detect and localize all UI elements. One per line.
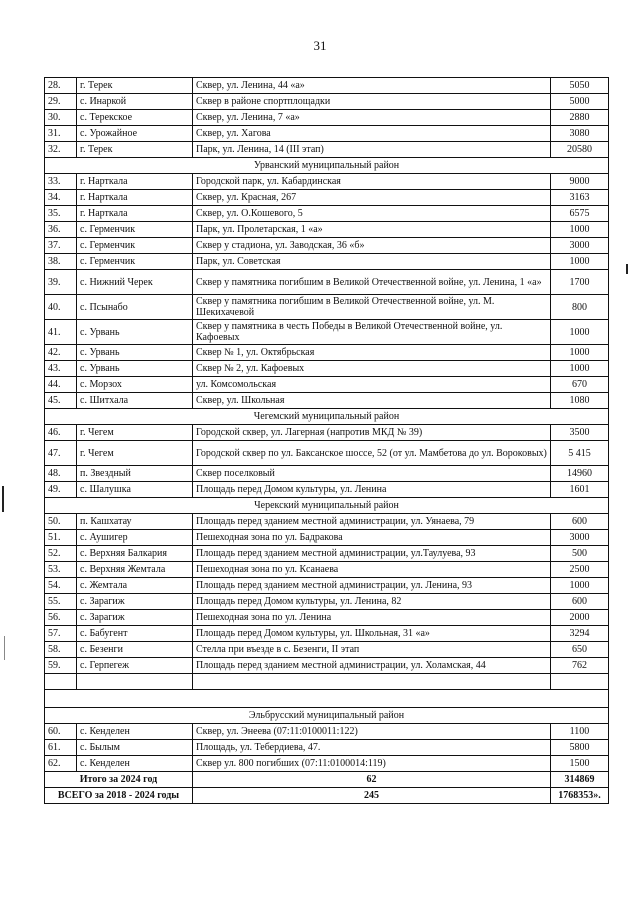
area-value-cell: 2500 [551, 562, 609, 578]
object-description-cell: Сквер у памятника погибшим в Великой Отечественной войне, ул. М. Шекихачевой [193, 295, 551, 320]
settlement-cell: с. Морзох [77, 377, 193, 393]
row-number: 61. [45, 740, 77, 756]
row-number: 48. [45, 466, 77, 482]
row-number: 33. [45, 174, 77, 190]
settlement-cell: п. Кашхатау [77, 514, 193, 530]
area-value-cell: 5800 [551, 740, 609, 756]
object-description-cell: Сквер ул. 800 погибших (07:11:0100014:119) [193, 756, 551, 772]
total-row [45, 788, 609, 804]
row-number: 53. [45, 562, 77, 578]
page-number: 31 [313, 38, 327, 53]
settlement-cell: с. Урожайное [77, 126, 193, 142]
object-description-cell: Сквер, ул. Энеева (07:11:0100011:122) [193, 724, 551, 740]
margin-mark [2, 486, 4, 512]
row-number: 41. [45, 320, 77, 345]
area-value-cell: 1000 [551, 361, 609, 377]
area-value-cell: 1100 [551, 724, 609, 740]
parks-table-body [45, 78, 609, 804]
row-number: 47. [45, 441, 77, 466]
settlement-cell: с. Зарагиж [77, 610, 193, 626]
table-row [45, 425, 609, 441]
row-number: 46. [45, 425, 77, 441]
settlement-cell: с. Шитхала [77, 393, 193, 409]
table-row [45, 514, 609, 530]
row-number: 49. [45, 482, 77, 498]
district-name: Эльбрусский муниципальный район [45, 708, 609, 724]
area-value-cell: 5 415 [551, 441, 609, 466]
settlement-cell: с. Верхняя Жемтала [77, 562, 193, 578]
district-section-row [45, 708, 609, 724]
table-row [45, 724, 609, 740]
object-description-cell: Парк, ул. Пролетарская, 1 «а» [193, 222, 551, 238]
settlement-cell: с. Терекское [77, 110, 193, 126]
settlement-cell: с. Шалушка [77, 482, 193, 498]
table-row [45, 626, 609, 642]
total-label: ВСЕГО за 2018 - 2024 годы [45, 788, 193, 804]
total-label: Итого за 2024 год [45, 772, 193, 788]
area-value-cell: 600 [551, 594, 609, 610]
table-row [45, 377, 609, 393]
object-description-cell: Сквер, ул. О.Кошевого, 5 [193, 206, 551, 222]
table-row [45, 345, 609, 361]
object-description-cell: Сквер № 1, ул. Октябрьская [193, 345, 551, 361]
settlement-cell: с. Псынабо [77, 295, 193, 320]
area-value-cell: 650 [551, 642, 609, 658]
settlement-cell: с. Герменчик [77, 254, 193, 270]
row-number: 52. [45, 546, 77, 562]
area-value-cell: 1000 [551, 222, 609, 238]
parks-table [44, 77, 609, 804]
table-row [45, 320, 609, 345]
settlement-cell: с. Урвань [77, 320, 193, 345]
object-description-cell: Сквер, ул. Школьная [193, 393, 551, 409]
table-row [45, 110, 609, 126]
settlement-cell: с. Герменчик [77, 238, 193, 254]
object-description-cell: Городской сквер по ул. Баксанское шоссе, 52 (от ул. Мамбетова до ул. Вороковых) [193, 441, 551, 466]
total-value: 1768353». [551, 788, 609, 804]
settlement-cell: с. Былым [77, 740, 193, 756]
margin-mark [4, 636, 5, 660]
area-value-cell: 6575 [551, 206, 609, 222]
district-section-row [45, 498, 609, 514]
table-row [45, 174, 609, 190]
settlement-cell: г. Нарткала [77, 174, 193, 190]
area-value-cell: 1601 [551, 482, 609, 498]
object-description-cell: Площадь, ул. Тебердиева, 47. [193, 740, 551, 756]
row-number: 36. [45, 222, 77, 238]
district-name: Черекский муниципальный район [45, 498, 609, 514]
row-number: 43. [45, 361, 77, 377]
settlement-cell: с. Безенги [77, 642, 193, 658]
district-section-row [45, 158, 609, 174]
object-description-cell: Парк, ул. Советская [193, 254, 551, 270]
empty-cell [45, 674, 77, 690]
settlement-cell: с. Верхняя Балкария [77, 546, 193, 562]
area-value-cell: 3500 [551, 425, 609, 441]
row-number: 40. [45, 295, 77, 320]
district-name: Чегемский муниципальный район [45, 409, 609, 425]
object-description-cell: Городской парк, ул. Кабардинская [193, 174, 551, 190]
object-description-cell: ул. Комсомольская [193, 377, 551, 393]
table-row [45, 361, 609, 377]
settlement-cell: с. Инаркой [77, 94, 193, 110]
area-value-cell: 1500 [551, 756, 609, 772]
area-value-cell: 1000 [551, 320, 609, 345]
object-description-cell: Сквер, ул. Ленина, 7 «а» [193, 110, 551, 126]
row-number: 45. [45, 393, 77, 409]
empty-cell [45, 690, 609, 708]
object-description-cell: Площадь перед зданием местной администрации, ул. Ленина, 93 [193, 578, 551, 594]
row-number: 29. [45, 94, 77, 110]
area-value-cell: 14960 [551, 466, 609, 482]
area-value-cell: 1000 [551, 345, 609, 361]
empty-row [45, 690, 609, 708]
settlement-cell: с. Кенделен [77, 756, 193, 772]
settlement-cell: с. Кенделен [77, 724, 193, 740]
object-description-cell: Сквер, ул. Ленина, 44 «а» [193, 78, 551, 94]
row-number: 51. [45, 530, 77, 546]
table-row [45, 295, 609, 320]
table-row [45, 530, 609, 546]
table-row [45, 546, 609, 562]
total-row [45, 772, 609, 788]
area-value-cell: 1000 [551, 254, 609, 270]
table-row [45, 393, 609, 409]
empty-cell [77, 674, 193, 690]
area-value-cell: 3294 [551, 626, 609, 642]
area-value-cell: 800 [551, 295, 609, 320]
settlement-cell: с. Урвань [77, 345, 193, 361]
area-value-cell: 1000 [551, 578, 609, 594]
row-number: 58. [45, 642, 77, 658]
row-number: 50. [45, 514, 77, 530]
settlement-cell: с. Герпегеж [77, 658, 193, 674]
row-number: 39. [45, 270, 77, 295]
empty-cell [551, 674, 609, 690]
table-row [45, 238, 609, 254]
object-description-cell: Площадь перед зданием местной администрации, ул.Таулуева, 93 [193, 546, 551, 562]
table-row [45, 78, 609, 94]
object-description-cell: Площадь перед Домом культуры, ул. Школьная, 31 «а» [193, 626, 551, 642]
row-number: 34. [45, 190, 77, 206]
row-number: 37. [45, 238, 77, 254]
settlement-cell: г. Чегем [77, 425, 193, 441]
settlement-cell: г. Нарткала [77, 190, 193, 206]
table-row [45, 562, 609, 578]
area-value-cell: 600 [551, 514, 609, 530]
object-description-cell: Сквер в районе спортплощадки [193, 94, 551, 110]
area-value-cell: 2000 [551, 610, 609, 626]
settlement-cell: с. Жемтала [77, 578, 193, 594]
table-row [45, 94, 609, 110]
settlement-cell: п. Звездный [77, 466, 193, 482]
table-row [45, 482, 609, 498]
area-value-cell: 5000 [551, 94, 609, 110]
row-number: 55. [45, 594, 77, 610]
table-row [45, 466, 609, 482]
total-count: 245 [193, 788, 551, 804]
total-value: 314869 [551, 772, 609, 788]
table-row [45, 740, 609, 756]
district-section-row [45, 409, 609, 425]
object-description-cell: Сквер у памятника в честь Победы в Великой Отечественной войне, ул. Кафоевых [193, 320, 551, 345]
row-number: 28. [45, 78, 77, 94]
row-number: 35. [45, 206, 77, 222]
settlement-cell: с. Урвань [77, 361, 193, 377]
settlement-cell: с. Бабугент [77, 626, 193, 642]
area-value-cell: 2880 [551, 110, 609, 126]
object-description-cell: Сквер у памятника погибшим в Великой Отечественной войне, ул. Ленина, 1 «а» [193, 270, 551, 295]
row-number: 54. [45, 578, 77, 594]
area-value-cell: 762 [551, 658, 609, 674]
area-value-cell: 3163 [551, 190, 609, 206]
object-description-cell: Площадь перед зданием местной администрации, ул. Уянаева, 79 [193, 514, 551, 530]
area-value-cell: 3000 [551, 238, 609, 254]
row-number: 44. [45, 377, 77, 393]
settlement-cell: с. Герменчик [77, 222, 193, 238]
area-value-cell: 9000 [551, 174, 609, 190]
area-value-cell: 500 [551, 546, 609, 562]
table-row [45, 642, 609, 658]
table-row [45, 441, 609, 466]
settlement-cell: г. Чегем [77, 441, 193, 466]
row-number: 59. [45, 658, 77, 674]
row-number: 32. [45, 142, 77, 158]
table-row [45, 142, 609, 158]
area-value-cell: 670 [551, 377, 609, 393]
object-description-cell: Парк, ул. Ленина, 14 (III этап) [193, 142, 551, 158]
object-description-cell: Площадь перед Домом культуры, ул. Ленина, 82 [193, 594, 551, 610]
object-description-cell: Городской сквер, ул. Лагерная (напротив МКД № 39) [193, 425, 551, 441]
row-number: 31. [45, 126, 77, 142]
area-value-cell: 1080 [551, 393, 609, 409]
table-row [45, 610, 609, 626]
settlement-cell: с. Аушигер [77, 530, 193, 546]
row-number: 56. [45, 610, 77, 626]
object-description-cell: Сквер № 2, ул. Кафоевых [193, 361, 551, 377]
area-value-cell: 5050 [551, 78, 609, 94]
total-count: 62 [193, 772, 551, 788]
settlement-cell: с. Нижний Черек [77, 270, 193, 295]
area-value-cell: 1700 [551, 270, 609, 295]
area-value-cell: 20580 [551, 142, 609, 158]
row-number: 42. [45, 345, 77, 361]
object-description-cell: Пешеходная зона по ул. Ленина [193, 610, 551, 626]
object-description-cell: Сквер поселковый [193, 466, 551, 482]
empty-row [45, 674, 609, 690]
table-row [45, 206, 609, 222]
table-row [45, 594, 609, 610]
settlement-cell: г. Терек [77, 142, 193, 158]
object-description-cell: Площадь перед Домом культуры, ул. Ленина [193, 482, 551, 498]
margin-mark [626, 264, 628, 274]
row-number: 30. [45, 110, 77, 126]
object-description-cell: Пешеходная зона по ул. Ксанаева [193, 562, 551, 578]
object-description-cell: Сквер у стадиона, ул. Заводская, 36 «б» [193, 238, 551, 254]
table-row [45, 254, 609, 270]
table-row [45, 222, 609, 238]
object-description-cell: Сквер, ул. Красная, 267 [193, 190, 551, 206]
area-value-cell: 3080 [551, 126, 609, 142]
object-description-cell: Сквер, ул. Хагова [193, 126, 551, 142]
area-value-cell: 3000 [551, 530, 609, 546]
settlement-cell: с. Зарагиж [77, 594, 193, 610]
object-description-cell: Площадь перед зданием местной администрации, ул. Холамская, 44 [193, 658, 551, 674]
table-row [45, 126, 609, 142]
table-row [45, 578, 609, 594]
row-number: 38. [45, 254, 77, 270]
empty-cell [193, 674, 551, 690]
object-description-cell: Пешеходная зона по ул. Бадракова [193, 530, 551, 546]
row-number: 62. [45, 756, 77, 772]
table-row [45, 658, 609, 674]
object-description-cell: Стелла при въезде в с. Безенги, II этап [193, 642, 551, 658]
table-row [45, 756, 609, 772]
table-row [45, 270, 609, 295]
settlement-cell: г. Терек [77, 78, 193, 94]
row-number: 60. [45, 724, 77, 740]
row-number: 57. [45, 626, 77, 642]
settlement-cell: г. Нарткала [77, 206, 193, 222]
table-row [45, 190, 609, 206]
district-name: Урванский муниципальный район [45, 158, 609, 174]
